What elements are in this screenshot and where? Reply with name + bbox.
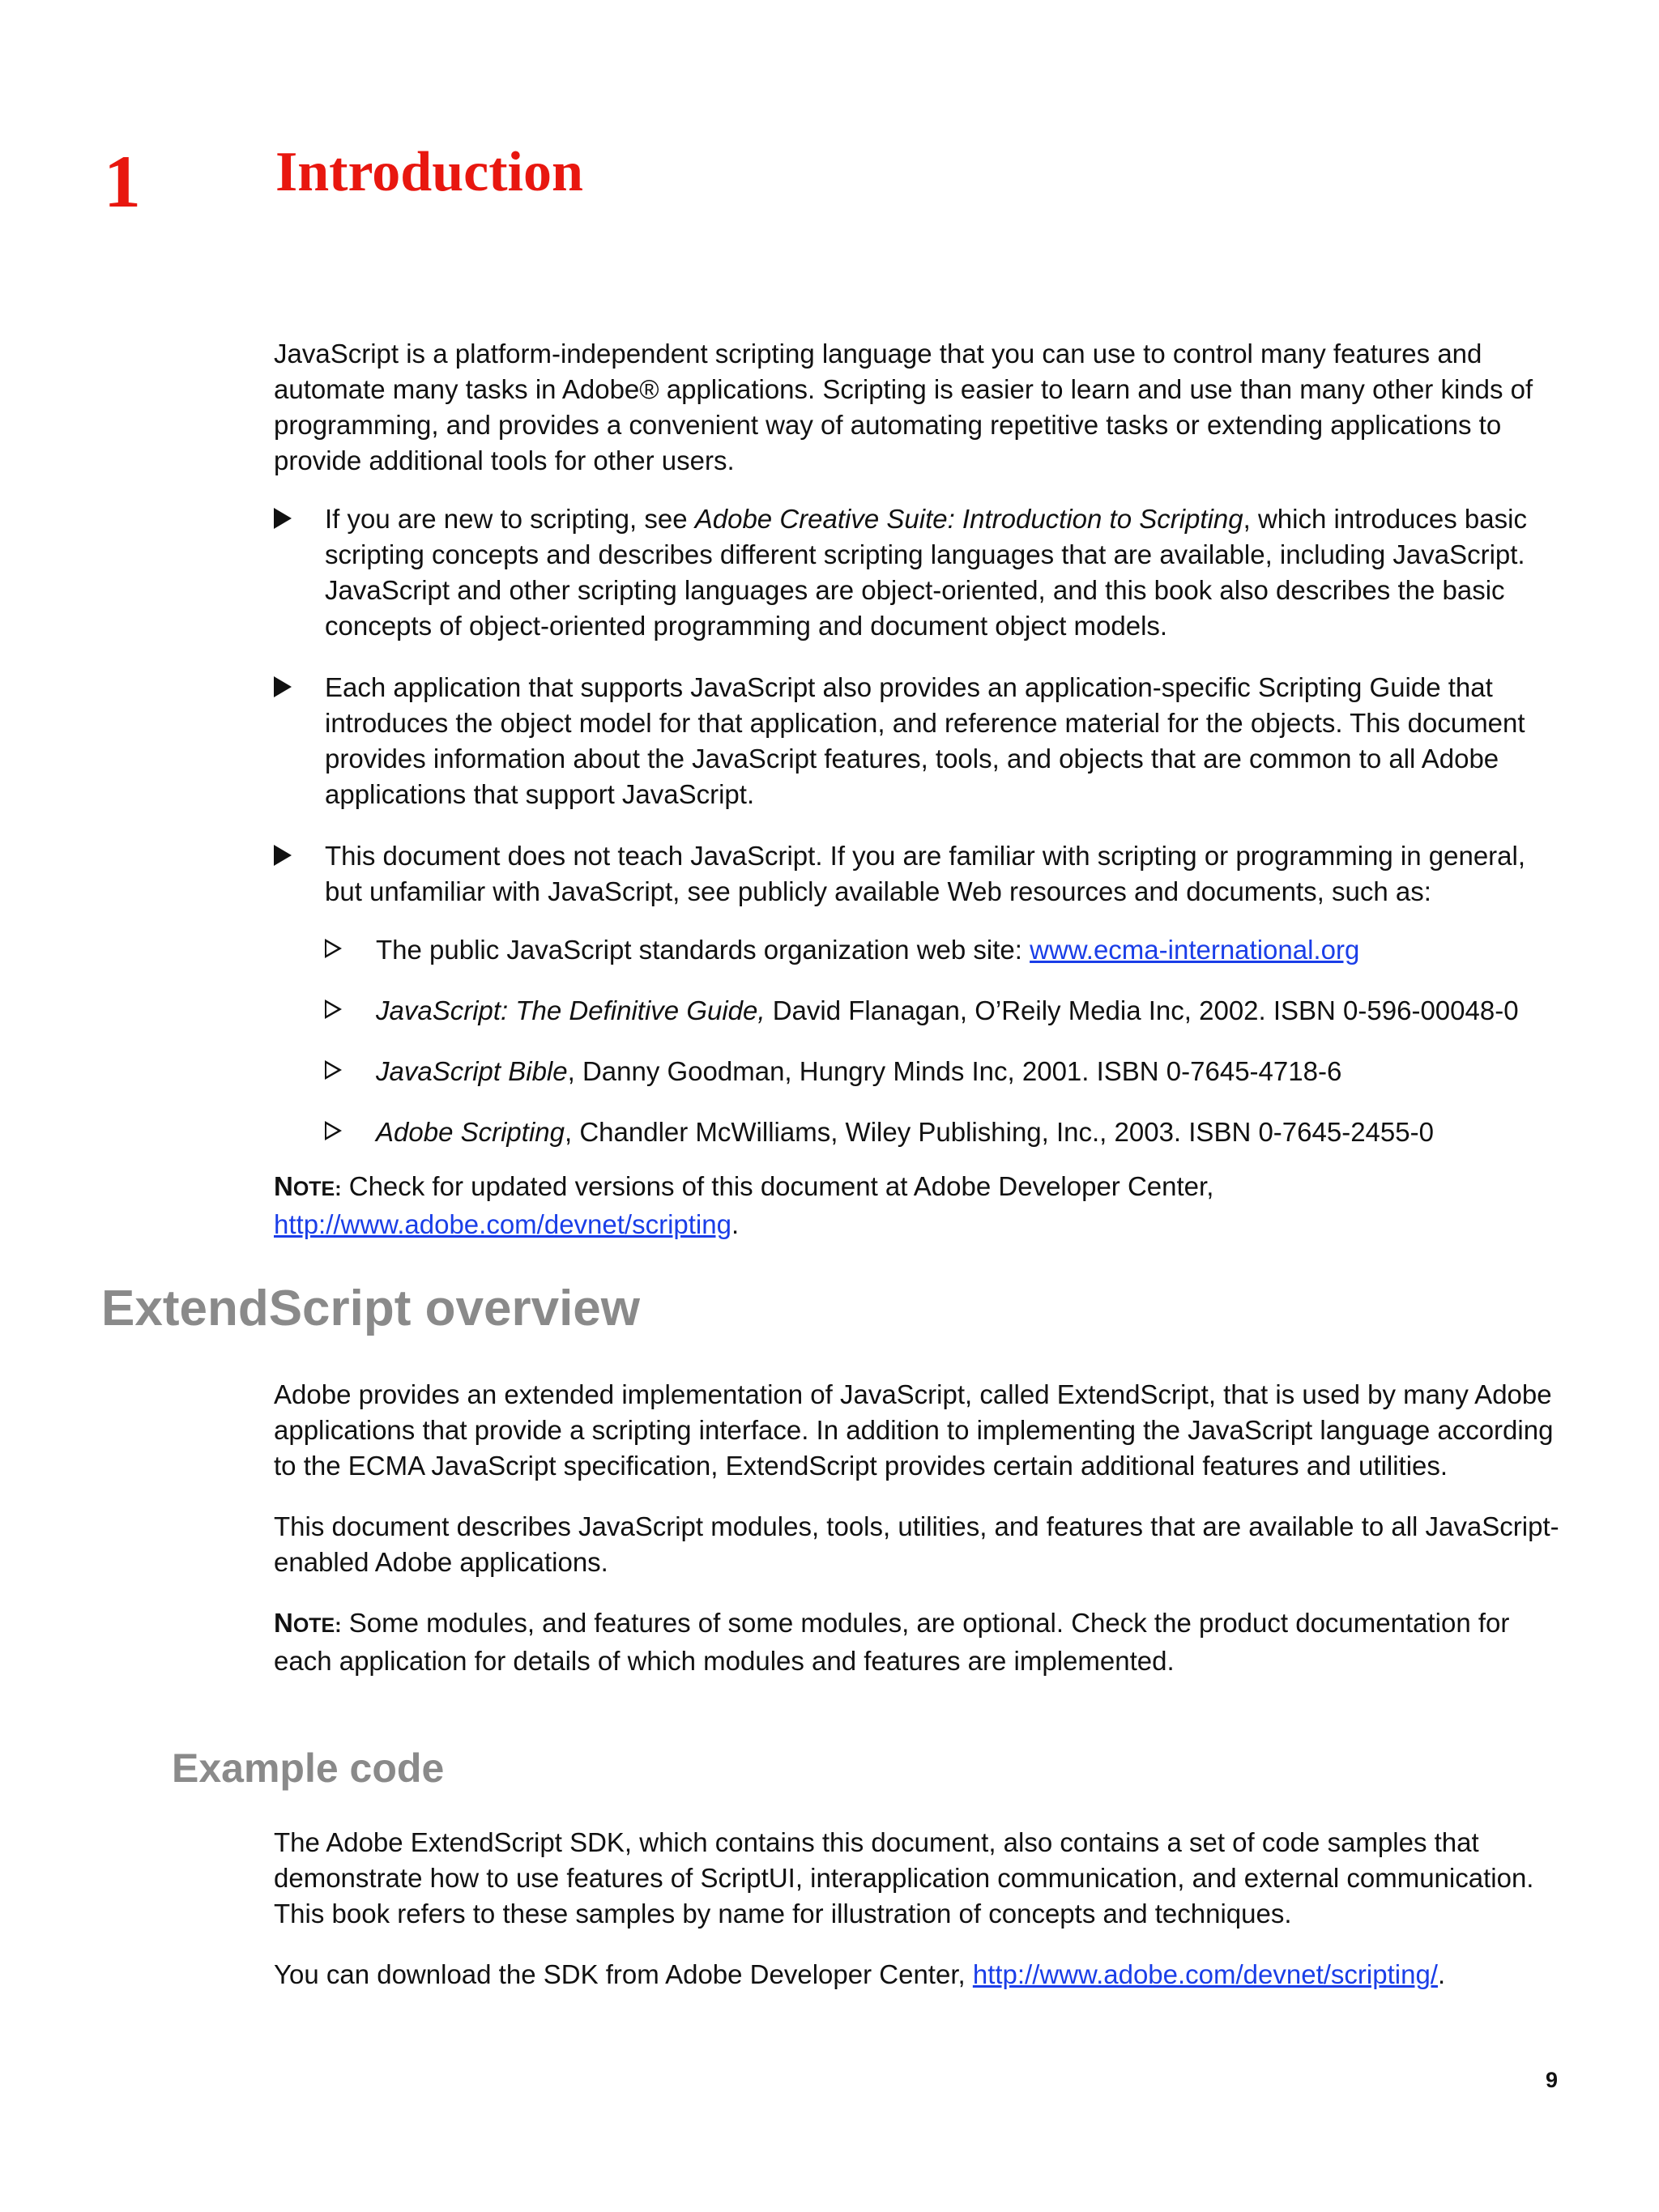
sub-bullet-item: JavaScript: The Definitive Guide, David Flanagan, O’Reily Media Inc, 2002. ISBN 0-596-00048-0 — [274, 993, 1570, 1029]
page-number: 9 — [1546, 2068, 1559, 2092]
book-title: JavaScript: The Definitive Guide, — [376, 995, 766, 1025]
example-code-section — [274, 1825, 1570, 2018]
extendscript-para-1: Adobe provides an extended implementation of JavaScript, called ExtendScript, that is used by many Adobe applications that provide a scripting interface. In addition to implementing the JavaScript language according to the ECMA JavaScript specification, ExtendScript provides certain additional features and utilities. — [274, 1379, 1554, 1481]
chapter-number: 1 — [104, 140, 141, 223]
bullet-list — [274, 501, 1570, 1175]
hollow-triangle-bullet-icon — [325, 1060, 342, 1080]
ecma-link[interactable]: www.ecma-international.org — [1030, 935, 1360, 965]
book-title: Adobe Scripting — [376, 1117, 565, 1147]
book-title: JavaScript Bible — [376, 1056, 568, 1086]
adobe-devnet-link[interactable]: http://www.adobe.com/devnet/scripting — [274, 1209, 731, 1239]
example-code-para-1: The Adobe ExtendScript SDK, which contains this document, also contains a set of code samples that demonstrate how to use features of ScriptUI, interapplication communication, and external communication. This book refers to these samples by name for illustration of concepts and techniques. — [274, 1827, 1534, 1929]
note-optional-modules: NOTE: Some modules, and features of some modules, are optional. Check the product documentation for each application for details of which modules and features are implemented. — [274, 1608, 1510, 1676]
example-code-para-2: You can download the SDK from Adobe Developer Center, http://www.adobe.com/devnet/scripting/. — [274, 1959, 1446, 1989]
triangle-bullet-icon — [274, 845, 292, 866]
extendscript-para-2: This document describes JavaScript modules, tools, utilities, and features that are available to all JavaScript-enabled Adobe applications. — [274, 1511, 1559, 1577]
hollow-triangle-bullet-icon — [325, 939, 342, 958]
section-heading-extendscript: ExtendScript overview — [101, 1281, 641, 1336]
intro-paragraph: JavaScript is a platform-independent scripting language that you can use to control many features and automate many tasks in Adobe® applications. Scripting is easier to learn and use than many other kinds of programming, and provides a convenient way of automating repetitive tasks or extending applications to provide additional tools for other users. — [274, 339, 1533, 475]
sub-bullet-item: JavaScript Bible, Danny Goodman, Hungry Minds Inc, 2001. ISBN 0-7645-4718-6 — [274, 1054, 1570, 1089]
bullet-item: If you are new to scripting, see Adobe Creative Suite: Introduction to Scripting, which introduces basic scripting concepts and describes different scripting languages that are available, including JavaScript. JavaScript and other scripting languages are object-oriented, and this book also describes the basic concepts of object-oriented programming and document object models. — [274, 501, 1570, 644]
sub-bullet-item: The public JavaScript standards organization web site: www.ecma-international.org — [274, 932, 1570, 968]
bullet-item: This document does not teach JavaScript. If you are familiar with scripting or programming in general, but unfamiliar with JavaScript, see publicly available Web resources and documents, such as: — [274, 838, 1570, 910]
chapter-title: Introduction — [275, 141, 583, 203]
note-label: NOTE: — [274, 1608, 342, 1638]
triangle-bullet-icon — [274, 676, 292, 697]
triangle-bullet-icon — [274, 508, 292, 529]
hollow-triangle-bullet-icon — [325, 1121, 342, 1140]
sub-bullet-item: Adobe Scripting, Chandler McWilliams, Wiley Publishing, Inc., 2003. ISBN 0-7645-2455-0 — [274, 1115, 1570, 1150]
sdk-download-link[interactable]: http://www.adobe.com/devnet/scripting/ — [972, 1959, 1438, 1989]
book-title: Adobe Creative Suite: Introduction to Scripting — [694, 504, 1243, 534]
note-updated-versions: NOTE: Check for updated versions of this document at Adobe Developer Center, http://www.adobe.com/devnet/scripting. — [274, 1171, 1214, 1239]
extendscript-section — [274, 1377, 1570, 1704]
bullet-item: Each application that supports JavaScript also provides an application-specific Scripting Guide that introduces the object model for that application, and reference material for the objects. This document provides information about the JavaScript features, tools, and objects that are common to all Adobe applications that support JavaScript. — [274, 670, 1570, 812]
subsection-heading-example-code: Example code — [172, 1745, 445, 1791]
hollow-triangle-bullet-icon — [325, 999, 342, 1019]
sub-bullet-list — [274, 932, 1570, 1150]
note-label: NOTE: — [274, 1171, 342, 1201]
